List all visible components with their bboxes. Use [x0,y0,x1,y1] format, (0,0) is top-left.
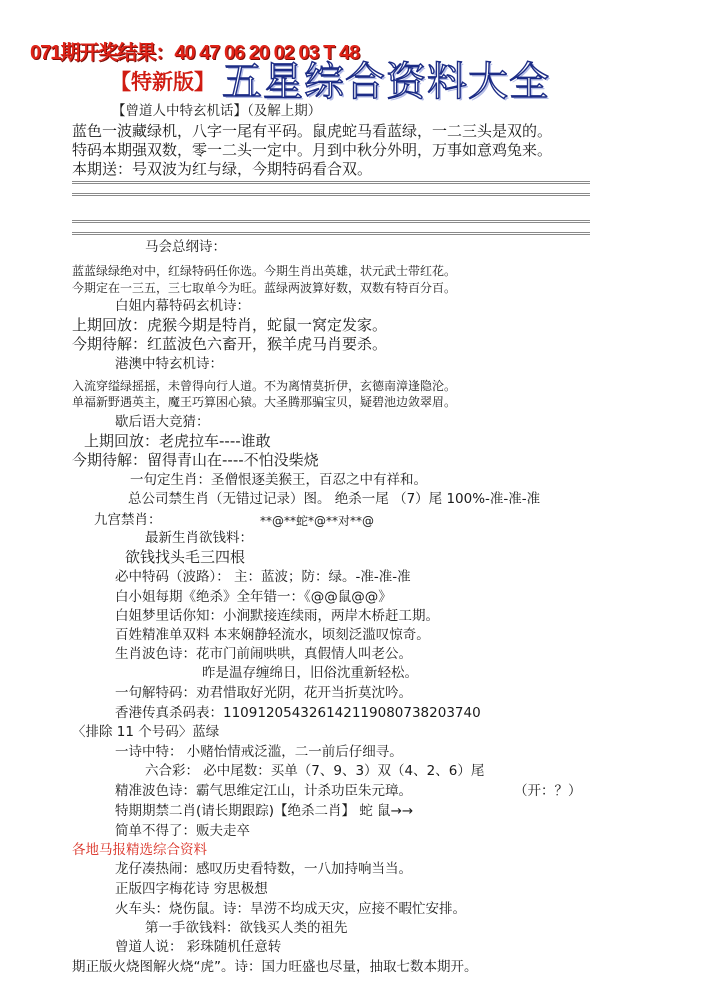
edition-tag: 【特新版】 [110,70,215,94]
text-value: **@**蛇*@**对**@ [260,514,375,528]
text-line: 一诗中特： 小赌怡情戒泛滥，二一前后仔细寻。 [115,744,403,760]
divider [72,220,590,235]
text-line: 昨是温存缠绵日，旧俗沈重新轻松。 [202,665,418,681]
text-line: 曾道人说： 彩珠随机任意转 [115,939,282,955]
section-heading-mabao: 各地马报精选综合资料 [72,842,207,858]
text-line: 必中特码（波路）： 主：蓝波；防：绿。-准-准-准 [115,569,411,585]
section-heading-gangao: 港澳中特玄机诗： [115,356,223,372]
text-line: 蓝蓝绿绿绝对中，红绿特码任你选。今期生肖出英雄，状元武士带红花。 [72,264,457,278]
text-line: 本期送：号双波为红与绿，今期特码看合双。 [72,160,373,178]
text-line: 今期待解：红蓝波色六畜开，猴羊虎马肖要杀。 [72,335,388,353]
text-line: 上期回放：老虎拉车----谁敢 [84,432,271,450]
text-line: 单福新野遇英主，魔王巧算困心猿。大圣腾那骗宝贝，疑碧池边敛翠眉。 [72,395,457,409]
text-line: 正版四字梅花诗 穷思极想 [115,881,268,897]
divider [72,181,590,196]
text-line: 〈排除 11 个号码〉蓝绿 [72,724,220,740]
text-line: 一句解特码：劝君惜取好光阴，花开当折莫沈吟。 [115,685,412,701]
text-line: 六合彩： 必中尾数：买单（7、9、3）双（4、2、6）尾 [145,763,485,779]
text-line: 最新生肖欲钱料： [145,530,253,546]
page-title: 五星综合资料大全 [222,59,550,105]
text-line: 生肖波色诗：花市门前闹哄哄，真假情人叫老公。 [115,646,412,662]
text-line: 上期回放：虎猴今期是特肖，蛇鼠一窝定发家。 [72,316,388,334]
text-line: 特码本期强双数，零一二头一定中。月到中秋分外明，万事如意鸡兔来。 [72,141,553,159]
text-line: 精准波色诗：霸气思维定江山，计杀功臣朱元璋。 [115,783,412,799]
section-heading-mahui: 马会总纲诗： [145,239,226,255]
text-line: 特期期禁二肖(请长期跟踪)【绝杀二肖】 蛇 鼠→→ [115,803,414,819]
text-line: 欲钱找头毛三四根 [125,548,246,566]
text-line: 龙仔凑热闹：感叹历史看特数，一八加持响当当。 [115,861,412,877]
draw-result-banner: 071期开奖结果：40 47 06 20 02 03 T 48 [30,42,360,64]
text-label: 九宫禁肖： [94,512,162,528]
text-line: 白小姐每期《绝杀》全年错一：《@@鼠@@》 [115,589,392,605]
text-line: 今期待解：留得青山在----不怕没柴烧 [72,451,319,469]
section-heading-zengdaoren: 【曾道人中特玄机话】（及解上期） [112,103,322,119]
text-line: 总公司禁生肖（无错过记录）图。 绝杀一尾 （7）尾 100%-准-准-准 [128,491,541,507]
text-line: 今期定在一三五，三七取单今为旺。蓝绿两波算好数，双数有特百分百。 [72,281,457,295]
text-line: 火车头：烧伤鼠。诗：旱涝不均成天灾，应接不暇忙安排。 [115,901,466,917]
text-line: 香港传真杀码表：110912054326142119080738203740 [115,705,481,721]
text-line: 白姐梦里话你知：小涧默接连续雨，两岸木桥赶工期。 [115,608,439,624]
section-heading-baijie: 白姐内幕特码玄机诗： [115,298,250,314]
text-line: 简单不得了：贩夫走卒 [115,823,250,839]
text-line: 百姓精准单双料 本来娴静轻流水，顷刻泛滥叹惊奇。 [115,627,430,643]
text-line: （开：？） [514,783,582,799]
text-line: 入流穿缢绿摇摇，未曾得向行人道。不为离情莫折伊，玄德南漳逢隐沦。 [72,379,457,393]
text-line: 第一手欲钱料：欲钱买人类的祖先 [145,920,348,936]
text-line: 蓝色一波藏绿机，八字一尾有平码。鼠虎蛇马看蓝绿，一二三头是双的。 [72,122,553,140]
text-line: 一句定生肖：圣僧恨逐美猴王，百忍之中有祥和。 [130,472,427,488]
text-line: 期正版火烧图解火烧“虎”。诗：国力旺盛也尽量，抽取七数本期开。 [72,959,478,975]
section-heading-xiehouyu: 歇后语大竞猜： [115,414,210,430]
